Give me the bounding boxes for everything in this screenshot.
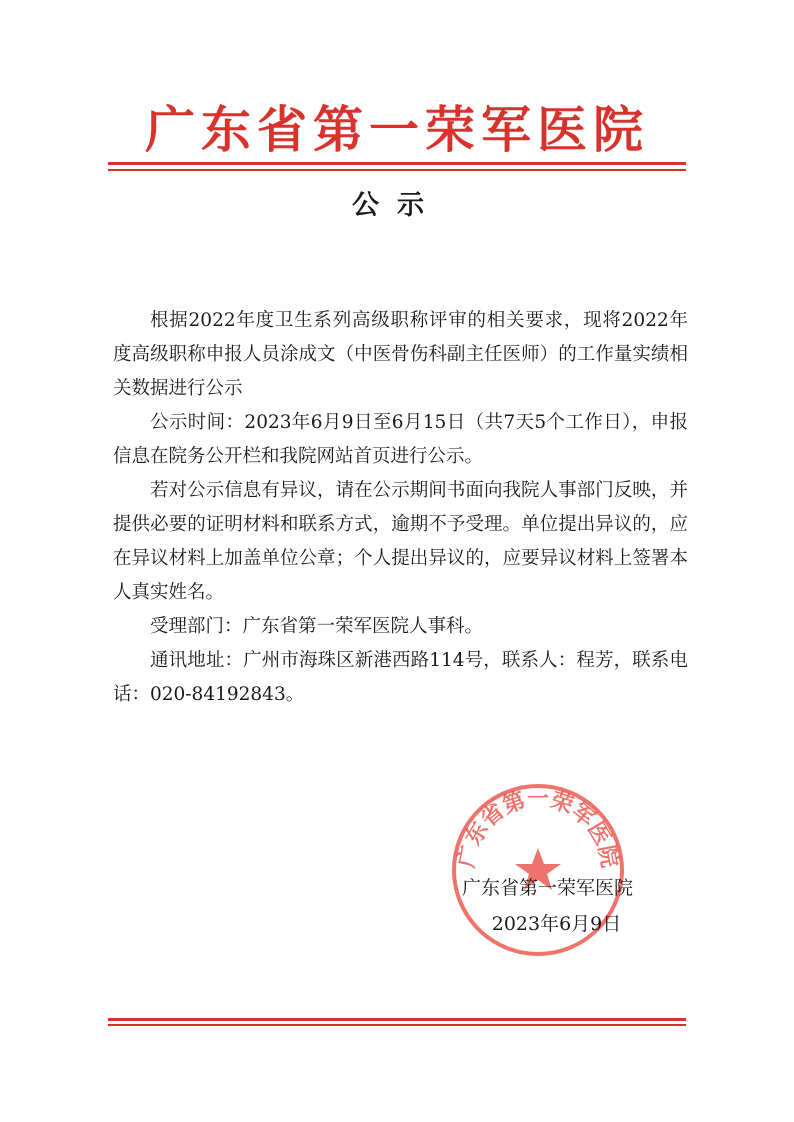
notice-body <box>113 304 688 712</box>
paragraph-objection: 若对公示信息有异议，请在公示期间书面向我院人事部门反映，并提供必要的证明材料和联系方式，逾期不予受理。单位提出异议的，应在异议材料上加盖单位公章；个人提出异议的，应要异议材料上签署本人真实姓名。 <box>113 480 688 603</box>
paragraph-department: 受理部门：广东省第一荣军医院人事科。 <box>150 616 484 637</box>
signature-block <box>455 870 640 942</box>
header-rule-thick <box>108 162 686 165</box>
header-rule-thin <box>108 169 686 171</box>
paragraph-period: 公示时间：2023年6月9日至6月15日（共7天5个工作日），申报信息在院务公开栏和我院网站首页进行公示。 <box>113 412 688 467</box>
footer-rule-thick <box>108 1018 686 1021</box>
doc-title: 公示 <box>352 190 442 221</box>
signature-org: 广东省第一荣军医院 <box>461 877 633 899</box>
org-header: 广东省第一荣军医院 <box>145 100 649 159</box>
footer-rule-thin <box>108 1024 686 1026</box>
paragraph-requirements: 根据2022年度卫生系列高级职称评审的相关要求，现将2022年度高级职称申报人员涂成文（中医骨伤科副主任医师）的工作量实绩相关数据进行公示 <box>113 310 688 399</box>
paragraph-address: 通讯地址：广州市海珠区新港西路114号，联系人：程芳，联系电话：020-84192843。 <box>113 650 688 705</box>
seal-text: 广东省第一荣军医院 <box>453 786 623 870</box>
signature-date: 2023年6月9日 <box>491 913 622 935</box>
